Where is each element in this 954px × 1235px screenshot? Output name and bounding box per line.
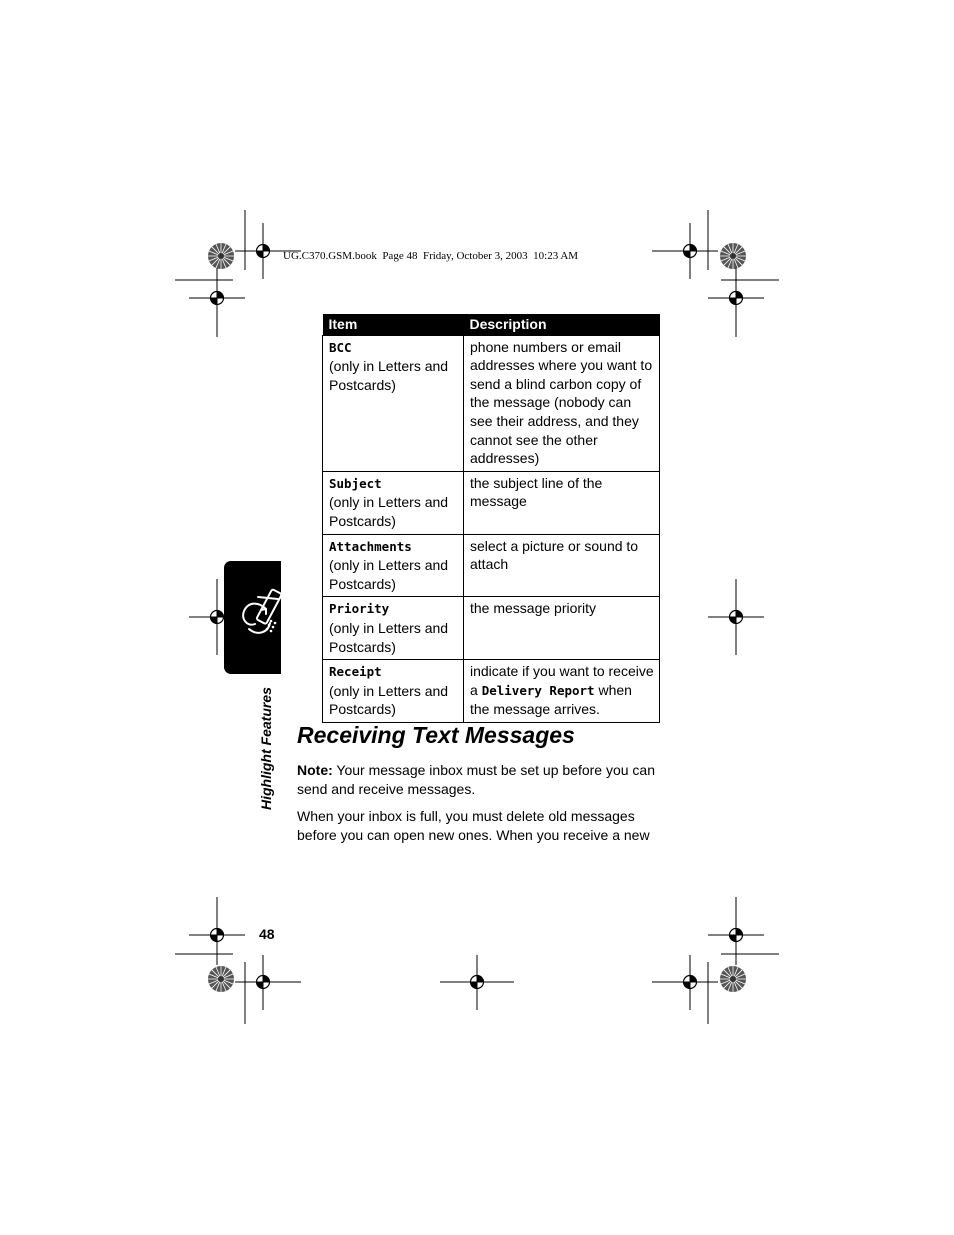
book-header: UG.C370.GSM.book Page 48 Friday, October 3, 2003 10:23 AM	[283, 250, 579, 262]
item-name: Priority	[329, 601, 390, 617]
item-note: (only in Letters and Postcards)	[329, 682, 449, 718]
column-header-item: Item	[323, 314, 464, 335]
description-cell: phone numbers or email addresses where you want to send a blind carbon copy of the message (nobody can see their address, and they cannot see the other addresses)	[464, 335, 660, 471]
table-row	[323, 335, 660, 471]
description-cell: the subject line of the message	[464, 471, 660, 534]
note-label: Note:	[297, 762, 333, 778]
table-row	[323, 471, 660, 534]
table-row	[323, 660, 660, 723]
table-row	[323, 597, 660, 660]
item-cell	[323, 660, 464, 723]
description-cell: select a picture or sound to attach	[464, 534, 660, 597]
note-text: Your message inbox must be set up before you can send and receive messages.	[297, 762, 655, 797]
column-header-description: Description	[464, 314, 660, 335]
item-name: Receipt	[329, 664, 382, 680]
item-note: (only in Letters and Postcards)	[329, 619, 449, 655]
item-cell	[323, 534, 464, 597]
item-name: Subject	[329, 475, 382, 491]
page-number: 48	[259, 926, 275, 942]
item-note: (only in Letters and Postcards)	[329, 557, 449, 592]
description-text: indicate if you want to receive a	[470, 663, 654, 698]
description-cell: the message priority	[464, 597, 660, 660]
table-row	[323, 534, 660, 597]
section-tab	[224, 561, 281, 674]
item-name: Attachments	[329, 538, 412, 554]
description-cell	[464, 660, 660, 723]
starburst-icon	[720, 243, 746, 269]
item-cell	[323, 335, 464, 471]
phone-messaging-icon	[224, 561, 281, 674]
description-text: when the message arrives.	[470, 681, 632, 718]
item-cell	[323, 471, 464, 534]
table-header-row	[323, 314, 660, 335]
item-note: (only in Letters and Postcards)	[329, 358, 449, 393]
note-paragraph	[297, 761, 667, 798]
message-items-table	[322, 314, 660, 723]
starburst-icon	[720, 966, 746, 992]
starburst-icon	[208, 966, 234, 992]
section-title: Receiving Text Messages	[297, 722, 575, 748]
item-cell	[323, 597, 464, 660]
side-label: Highlight Features	[258, 687, 274, 810]
item-name: BCC	[329, 339, 352, 355]
item-note: (only in Letters and Postcards)	[329, 494, 449, 529]
delivery-report-label: Delivery Report	[481, 682, 595, 698]
starburst-icon	[208, 243, 234, 269]
body-paragraph: When your inbox is full, you must delete old messages before you can open new ones. When you receive a new	[297, 808, 650, 843]
